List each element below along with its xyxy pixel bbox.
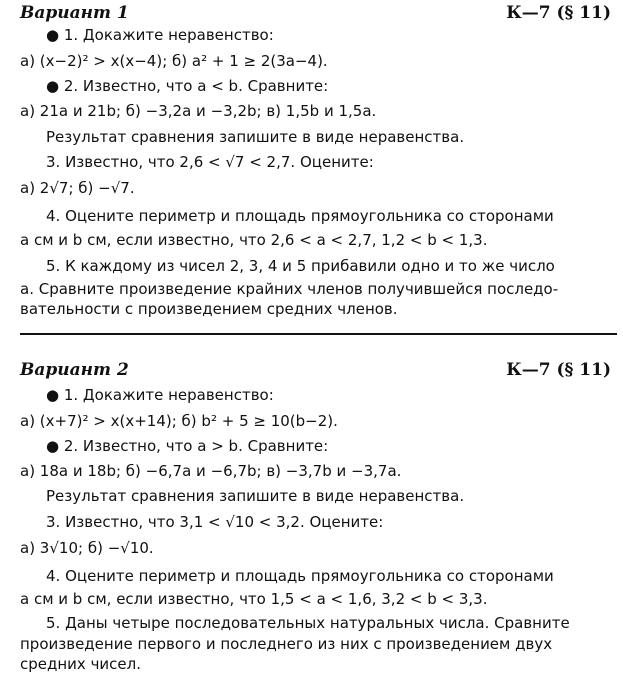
v1-task-4-line-2: a см и b см, если известно, что 2,6 < a < 2,7, 1,2 < b < 1,3.: [20, 231, 488, 249]
v2-task-5-line-3: средних чисел.: [20, 655, 142, 673]
v1-task-2-note: Результат сравнения запишите в виде неравенства.: [46, 128, 465, 146]
v1-task-1-heading: ● 1. Докажите неравенство:: [46, 26, 274, 44]
v2-task-3-items: а) 3√10; б) −√10.: [20, 539, 154, 557]
v2-task-3-heading: 3. Известно, что 3,1 < √10 < 3,2. Оцените:: [46, 513, 384, 531]
variant-2-code: К—7 (§ 11): [506, 360, 611, 380]
v2-task-5-line-2: произведение первого и последнего из них с произведением двух: [20, 635, 553, 653]
v2-task-2-items: а) 18a и 18b; б) −6,7a и −6,7b; в) −3,7b и −3,7a.: [20, 462, 402, 480]
v1-task-1-items: а) (x−2)² > x(x−4); б) a² + 1 ≥ 2(3a−4).: [20, 52, 328, 70]
v2-task-1-heading: ● 1. Докажите неравенство:: [46, 386, 274, 404]
section-divider: [20, 333, 617, 335]
v2-task-2-heading: ● 2. Известно, что a > b. Сравните:: [46, 437, 329, 455]
variant-1-title: Вариант 1: [20, 3, 129, 23]
v1-task-5-line-2: a. Сравните произведение крайних членов получившейся последо-: [20, 280, 559, 298]
variant-2-title: Вариант 2: [20, 360, 129, 380]
v1-task-3-heading: 3. Известно, что 2,6 < √7 < 2,7. Оцените:: [46, 153, 374, 171]
v2-task-1-items: а) (x+7)² > x(x+14); б) b² + 5 ≥ 10(b−2).: [20, 412, 338, 430]
v1-task-2-heading: ● 2. Известно, что a < b. Сравните:: [46, 77, 329, 95]
v1-task-5-line-3: вательности с произведением средних членов.: [20, 300, 398, 318]
variant-1-code: К—7 (§ 11): [506, 3, 611, 23]
v2-task-4-line-1: 4. Оцените периметр и площадь прямоугольника со сторонами: [46, 567, 554, 585]
v1-task-3-items: а) 2√7; б) −√7.: [20, 179, 135, 197]
v2-task-5-line-1: 5. Даны четыре последовательных натуральных числа. Сравните: [46, 614, 570, 632]
v1-task-2-items: а) 21a и 21b; б) −3,2a и −3,2b; в) 1,5b и 1,5a.: [20, 102, 377, 120]
v1-task-4-line-1: 4. Оцените периметр и площадь прямоугольника со сторонами: [46, 207, 554, 225]
v2-task-2-note: Результат сравнения запишите в виде неравенства.: [46, 487, 465, 505]
v2-task-4-line-2: a см и b см, если известно, что 1,5 < a < 1,6, 3,2 < b < 3,3.: [20, 590, 488, 608]
v1-task-5-line-1: 5. К каждому из чисел 2, 3, 4 и 5 прибавили одно и то же число: [46, 257, 555, 275]
